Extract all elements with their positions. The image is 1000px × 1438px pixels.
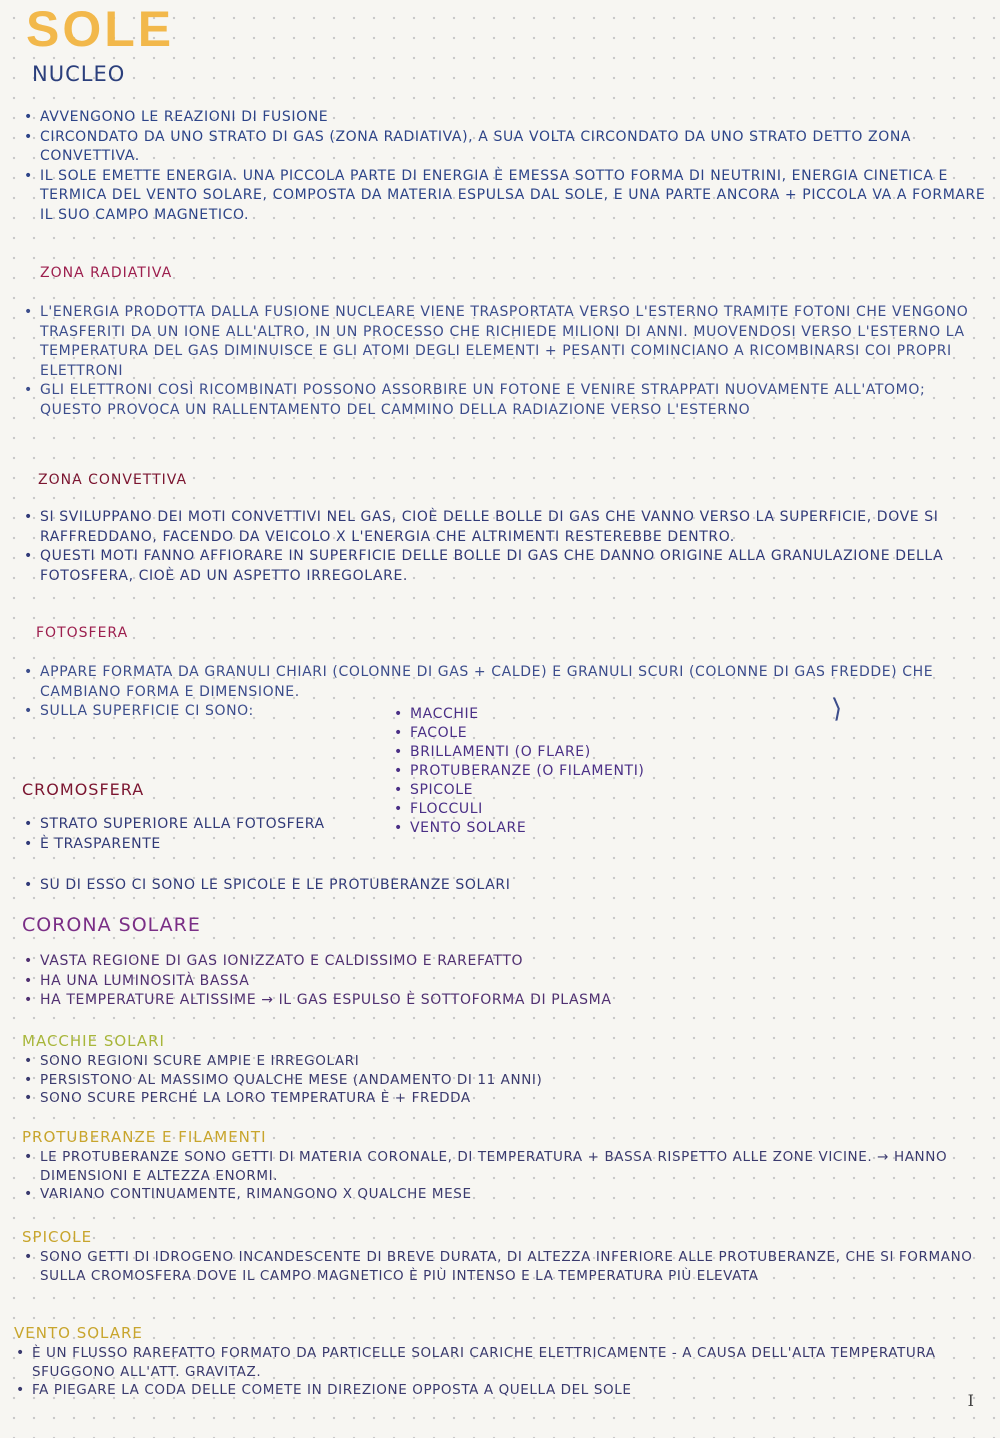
- heading-spicole: SPICOLE: [22, 1228, 93, 1246]
- list-item: • L'ENERGIA PRODOTTA DALLA FUSIONE NUCLEARE VIENE TRASPORTATA VERSO L'ESTERNO TRAMITE FOTONI CHE VENGONO TRASFERITI DA UN IONE ALL'ALTRO, IN UN PROCESSO CHE RICHIEDE MILIONI DI ANNI. MUOVENDOSI VERSO L'ESTERNO LA TEMPERATURA DEL GAS DIMINUISCE E GLI ATOMI DEGLI ELEMENTI + PESANTI COMINCIANO A RICOMBINARSI COI PROPRI ELETTRONI: [22, 303, 992, 381]
- list-nucleo: [22, 108, 992, 225]
- list-item: • VARIANO CONTINUAMENTE, RIMANGONO X QUALCHE MESE: [22, 1185, 992, 1204]
- list-zona-convettiva: [22, 508, 992, 586]
- list-macchie: [22, 1052, 992, 1108]
- section-vento: [14, 1324, 984, 1400]
- heading-zona-convettiva: ZONA CONVETTIVA: [38, 472, 188, 488]
- list-item: • VASTA REGIONE DI GAS IONIZZATO E CALDISSIMO E RAREFATTO: [22, 952, 992, 972]
- list-item: • FA PIEGARE LA CODA DELLE COMETE IN DIREZIONE OPPOSTA A QUELLA DEL SOLE: [14, 1381, 984, 1400]
- list-item: • VENTO SOLARE: [392, 819, 812, 838]
- heading-vento: VENTO SOLARE: [14, 1324, 143, 1342]
- list-cromosfera-cont: [22, 876, 992, 896]
- heading-zona-radiativa: ZONA RADIATIVA: [40, 265, 173, 281]
- list-corona: [22, 952, 992, 1011]
- list-item: • SI SVILUPPANO DEI MOTI CONVETTIVI NEL GAS, CIOÈ DELLE BOLLE DI GAS CHE VANNO VERSO LA SUPERFICIE, DOVE SI RAFFREDDANO, FACENDO DA VEICOLO X L'ENERGIA CHE ALTRIMENTI RESTEREBBE DENTRO.: [22, 508, 992, 547]
- list-spicole: [22, 1248, 992, 1285]
- section-protuberanze: [22, 1128, 992, 1204]
- list-item: • HA TEMPERATURE ALTISSIME → IL GAS ESPULSO È SOTTOFORMA DI PLASMA: [22, 991, 992, 1011]
- list-item: • STRATO SUPERIORE ALLA FOTOSFERA: [22, 815, 372, 835]
- section-cromosfera-cont: [22, 876, 992, 896]
- list-item: • SONO SCURE PERCHÉ LA LORO TEMPERATURA È + FREDDA: [22, 1089, 992, 1108]
- list-item: • MACCHIE: [392, 705, 812, 724]
- list-item: • AVVENGONO LE REAZIONI DI FUSIONE: [22, 108, 992, 128]
- section-nucleo: [22, 62, 992, 225]
- list-item: • IL SOLE EMETTE ENERGIA. UNA PICCOLA PARTE DI ENERGIA È EMESSA SOTTO FORMA DI NEUTRINI, ENERGIA CINETICA E TERMICA DEL VENTO SOLARE, COMPOSTA DA MATERIA ESPULSA DAL SOLE, E UNA PARTE ANCORA + PICCOLA VA A FORMARE IL SUO CAMPO MAGNETICO.: [22, 167, 992, 226]
- list-item: • È TRASPARENTE: [22, 835, 372, 855]
- list-item: • SULLA SUPERFICIE CI SONO:: [22, 702, 992, 722]
- list-item: • GLI ELETTRONI COSÌ RICOMBINATI POSSONO ASSORBIRE UN FOTONE E VENIRE STRAPPATI NUOVAMENTE ALL'ATOMO; QUESTO PROVOCA UN RALLENTAMENTO DEL CAMMINO DELLA RADIAZIONE VERSO L'ESTERNO: [22, 381, 992, 420]
- section-zona-radiativa: [22, 265, 992, 420]
- surface-features-list: [392, 705, 812, 838]
- list-item: • SONO REGIONI SCURE AMPIE E IRREGOLARI: [22, 1052, 992, 1071]
- list-cromosfera: [22, 815, 372, 854]
- list-item: • QUESTI MOTI FANNO AFFIORARE IN SUPERFICIE DELLE BOLLE DI GAS CHE DANNO ORIGINE ALLA GRANULAZIONE DELLA FOTOSFERA, CIOÈ AD UN ASPETTO IRREGOLARE.: [22, 547, 992, 586]
- heading-nucleo: NUCLEO: [32, 62, 126, 86]
- list-item: • FLOCCULI: [392, 800, 812, 819]
- section-macchie: [22, 1032, 992, 1108]
- heading-macchie: MACCHIE SOLARI: [22, 1032, 165, 1050]
- list-item: • PERSISTONO AL MASSIMO QUALCHE MESE (ANDAMENTO DI 11 ANNI): [22, 1071, 992, 1090]
- list-item: • PROTUBERANZE (O FILAMENTI): [392, 762, 812, 781]
- section-cromosfera: [22, 780, 372, 854]
- list-vento: [14, 1344, 984, 1400]
- list-item: • APPARE FORMATA DA GRANULI CHIARI (COLONNE DI GAS + CALDE) E GRANULI SCURI (COLONNE DI GAS FREDDE) CHE CAMBIANO FORMA E DIMENSIONE.: [22, 663, 992, 702]
- list-item: • BRILLAMENTI (O FLARE): [392, 743, 812, 762]
- list-item: • SPICOLE: [392, 781, 812, 800]
- heading-corona: CORONA SOLARE: [22, 914, 201, 936]
- section-spicole: [22, 1228, 992, 1285]
- page-number: I: [967, 1391, 974, 1410]
- list-protuberanze: [22, 1148, 992, 1204]
- list-item: • È UN FLUSSO RAREFATTO FORMATO DA PARTICELLE SOLARI CARICHE ELETTRICAMENTE - A CAUSA DELL'ALTA TEMPERATURA SFUGGONO ALL'ATT. GRAVITAZ.: [14, 1344, 984, 1381]
- list-item: • CIRCONDATO DA UNO STRATO DI GAS (ZONA RADIATIVA), A SUA VOLTA CIRCONDATO DA UNO STRATO DETTO ZONA CONVETTIVA.: [22, 128, 992, 167]
- list-zona-radiativa: [22, 303, 992, 420]
- heading-cromosfera: CROMOSFERA: [22, 780, 145, 799]
- heading-fotosfera: FOTOSFERA: [36, 625, 129, 641]
- list-item: • SU DI ESSO CI SONO LE SPICOLE E LE PROTUBERANZE SOLARI: [22, 876, 992, 896]
- list-item: • LE PROTUBERANZE SONO GETTI DI MATERIA CORONALE, DI TEMPERATURA + BASSA RISPETTO ALLE ZONE VICINE. → HANNO DIMENSIONI E ALTEZZA ENORMI.: [22, 1148, 992, 1185]
- bracket-mark: ⟩: [830, 693, 844, 725]
- page-title: SOLE: [26, 1, 175, 57]
- list-item: • HA UNA LUMINOSITÀ BASSA: [22, 972, 992, 992]
- section-corona: [22, 914, 992, 1011]
- list-item: • FACOLE: [392, 724, 812, 743]
- list-item: • SONO GETTI DI IDROGENO INCANDESCENTE DI BREVE DURATA, DI ALTEZZA INFERIORE ALLE PROTUBERANZE, CHE SI FORMANO SULLA CROMOSFERA DOVE IL CAMPO MAGNETICO È PIÙ INTENSO E LA TEMPERATURA PIÙ ELEVATA: [22, 1248, 992, 1285]
- section-zona-convettiva: [22, 472, 992, 586]
- heading-protuberanze: PROTUBERANZE E FILAMENTI: [22, 1128, 267, 1146]
